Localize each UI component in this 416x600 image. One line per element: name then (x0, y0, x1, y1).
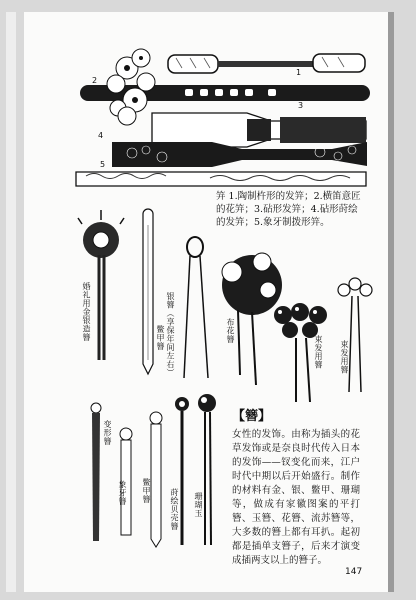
figure-number-5: 5 (100, 160, 106, 169)
figure-number-1: 1 (296, 68, 302, 77)
illustration-tortoiseshell-pin-2 (150, 412, 162, 547)
label-shell-lacquer-pin: 莳绘贝壳簪 (170, 488, 179, 531)
figure-number-3: 3 (298, 101, 304, 110)
label-cloth-flower-pin: 布花簪 (226, 318, 235, 344)
illustration-silver-pin (184, 237, 208, 378)
label-ivory-pin: 象牙簪 (118, 480, 127, 506)
section-body: 女性的发饰。由称为插头的花草发饰或是奈良时代传入日本的发饰——钗变化而来，江户时代中期以后开始盛行。制作的材料有金、银、鳖甲、珊瑚等，做成有家徽图案的平打簪、玉簪、花簪、流苏簪等，大多数的簪上都有耳扒。起初都是插单支簪子，后来才演变成插两支以上的簪子。 (232, 429, 360, 566)
illustration-anvil-pin (152, 113, 366, 147)
figure-caption: 笄 1.陶制杵形的发笄；2.横笛意匠的花笄；3.砧形发笄；4.砧形莳绘的发笄；5.象牙制拨形笄。 (216, 191, 361, 228)
label-silver-pin: 银簪（享保年间左右） (166, 292, 175, 377)
illustration-variant-pin (91, 403, 101, 541)
illustration-ivory-pin (76, 172, 366, 186)
page-number: 147 (345, 567, 363, 577)
label-bun-pin-1: 束发用簪 (314, 335, 323, 369)
figure-number-4: 4 (98, 131, 104, 140)
label-wedding-pin: 婚礼用金银造簪 (82, 282, 91, 342)
label-variant-pin: 变形簪 (103, 420, 112, 446)
section-heading: 【簪】 (232, 409, 272, 424)
label-bun-pin-2: 束发用簪 (340, 340, 349, 374)
label-tortoiseshell-pin-2: 鳖甲簪 (142, 478, 151, 504)
label-tortoiseshell-pin: 鳖甲簪 (156, 325, 165, 351)
illustration-tortoiseshell-pin (143, 209, 153, 374)
illustration-pestle-pin (168, 54, 365, 73)
figure-number-2: 2 (92, 76, 98, 85)
label-coral-bead-pin: 珊瑚玉 (194, 492, 203, 518)
